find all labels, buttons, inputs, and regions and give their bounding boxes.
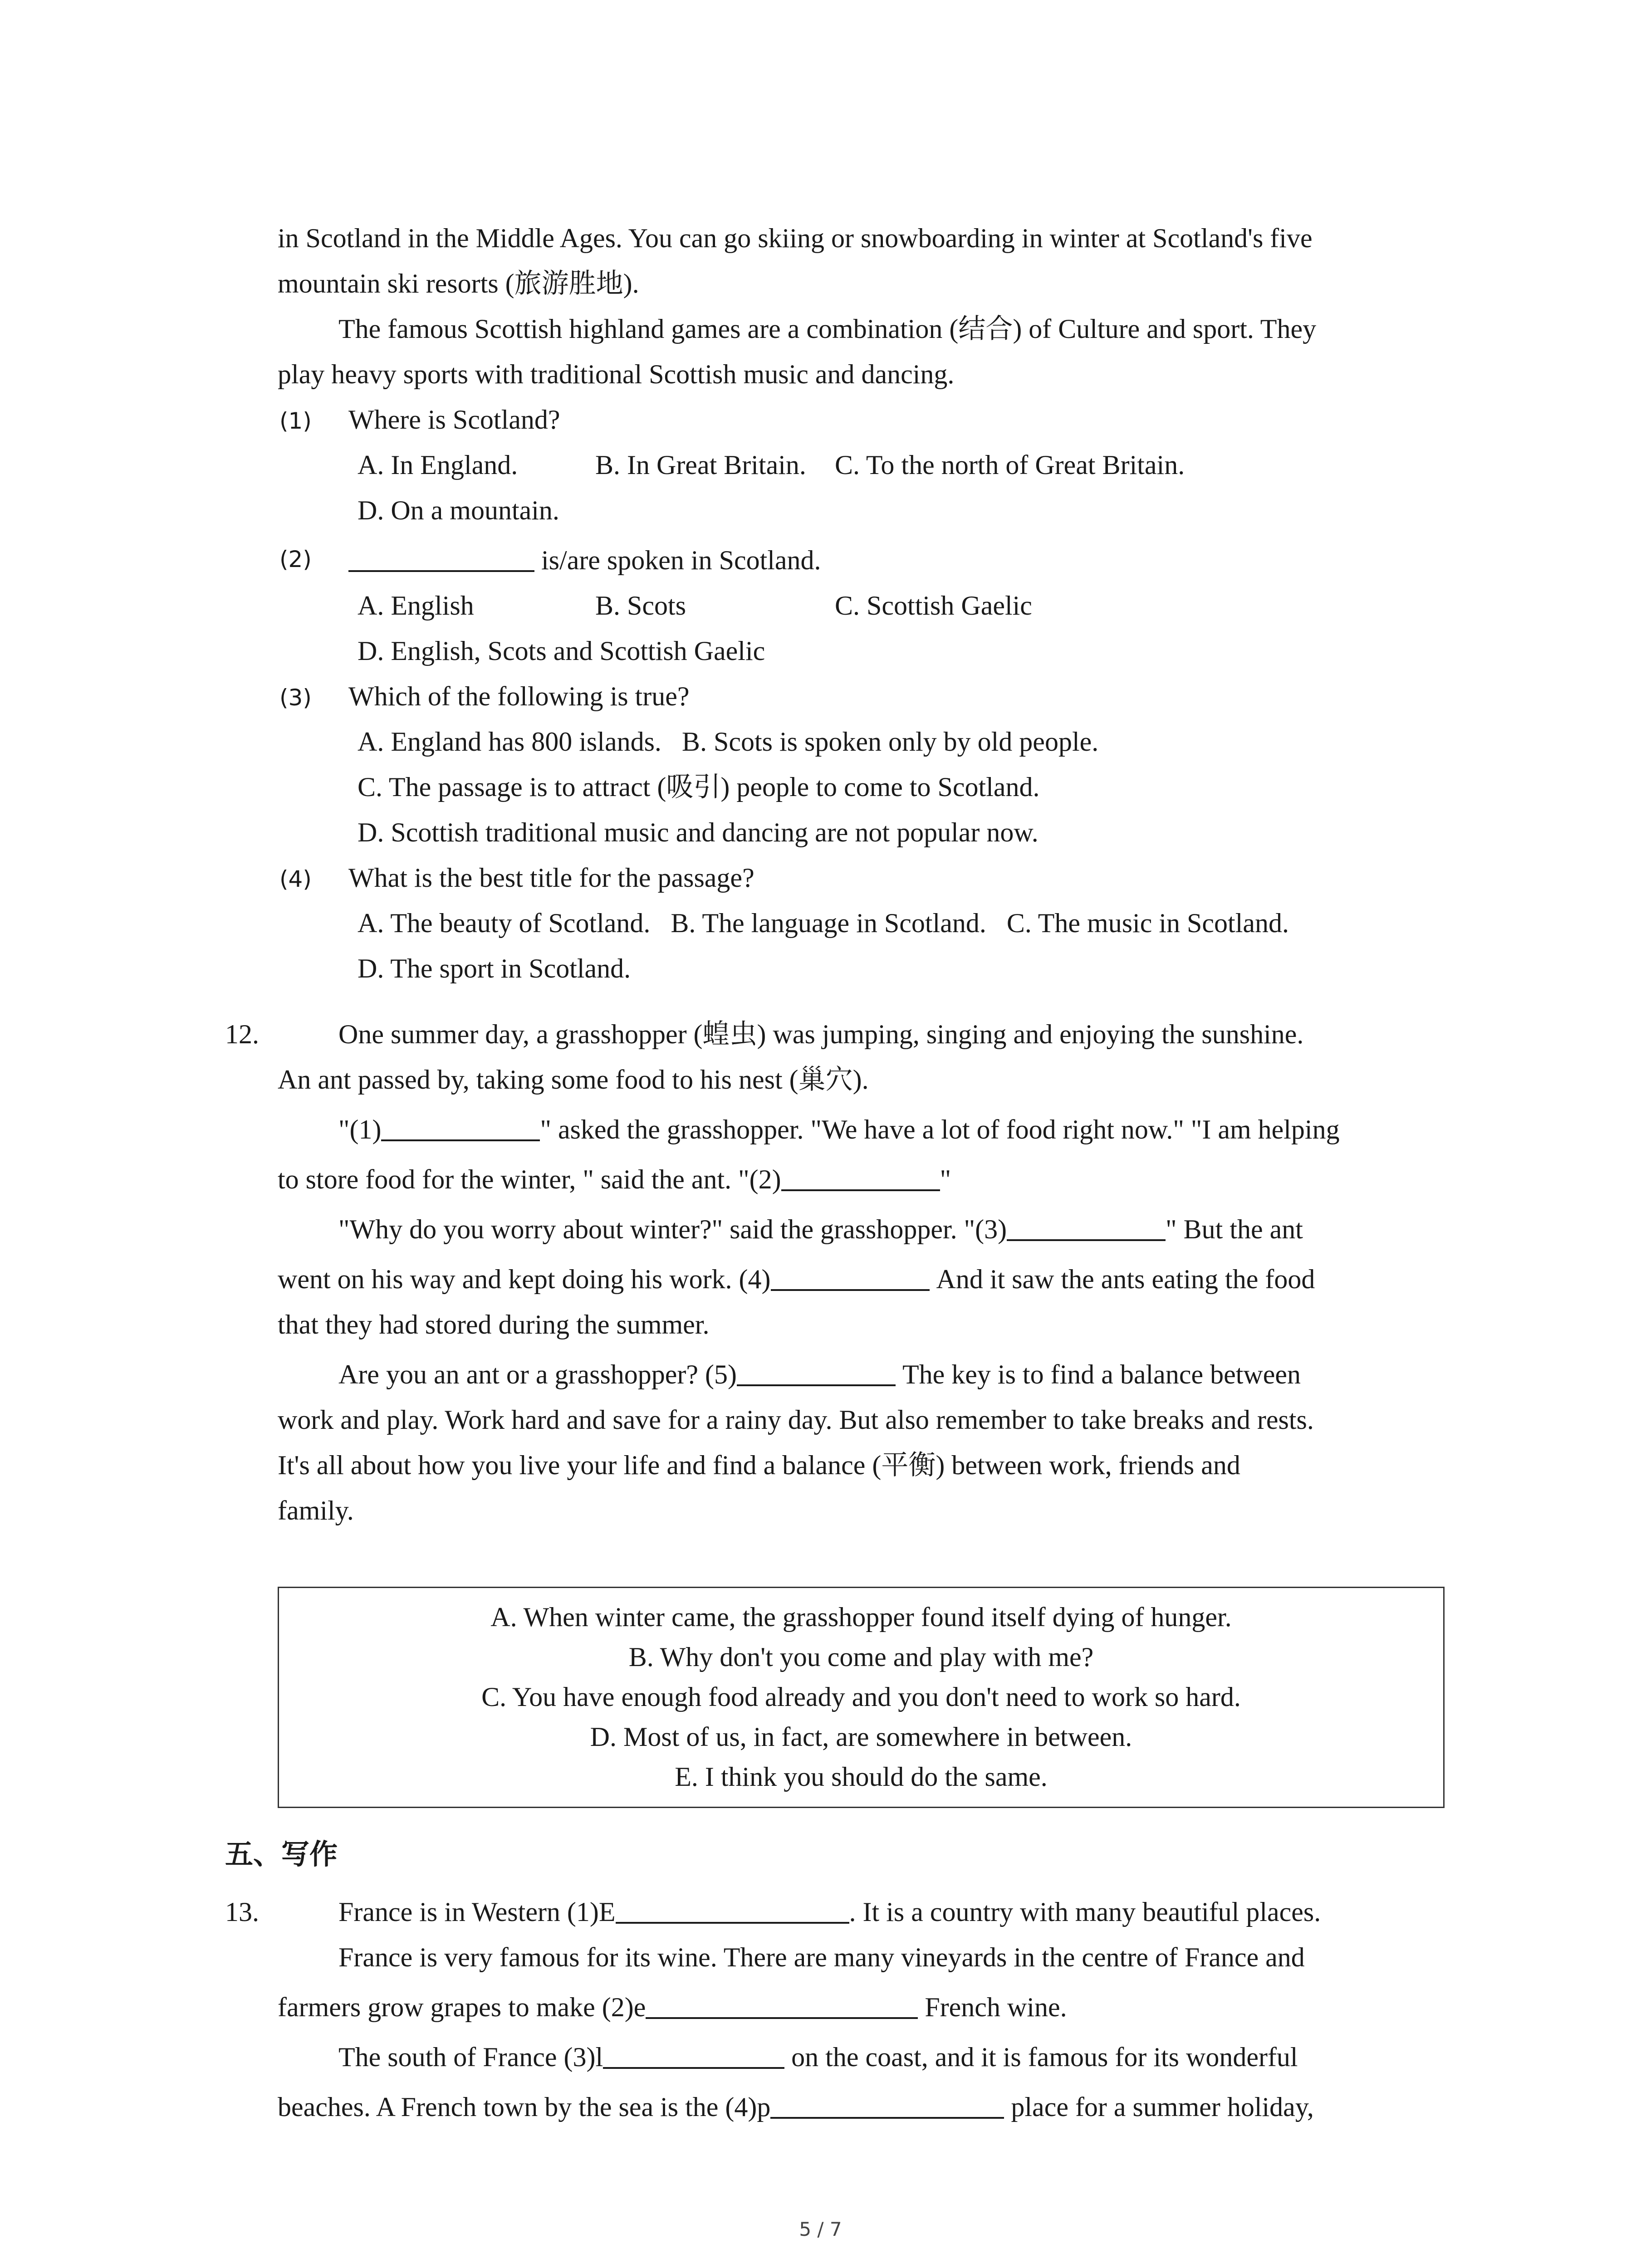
- page-number: 5 / 7: [799, 2218, 842, 2240]
- passage-line: The south of France (3)l on the coast, and it is famous for its wonderful: [338, 2034, 1298, 2080]
- box-option: A. When winter came, the grasshopper found itself dying of hunger.: [490, 1602, 1232, 1632]
- passage-line: work and play. Work hard and save for a rainy day. But also remember to take breaks and rests.: [278, 1405, 1314, 1435]
- answer-blank-3[interactable]: [603, 2039, 784, 2069]
- question-number: 12.: [225, 1019, 259, 1049]
- option: D. The sport in Scotland.: [358, 953, 631, 983]
- passage-line: Are you an ant or a grasshopper? (5) The key is to find a balance between: [338, 1352, 1301, 1397]
- passage-line: beaches. A French town by the sea is the (4)p place for a summer holiday,: [278, 2084, 1314, 2130]
- passage-line: in Scotland in the Middle Ages. You can go skiing or snowboarding in winter at Scotland's five: [278, 223, 1313, 253]
- answer-blank-4[interactable]: [771, 1261, 930, 1291]
- question-number: (3): [279, 684, 312, 711]
- passage-line: "(1) " asked the grasshopper. "We have a lot of food right now." "I am helping: [338, 1107, 1340, 1152]
- answer-blank-1[interactable]: [616, 1894, 849, 1924]
- box-option: C. You have enough food already and you don't need to work so hard.: [481, 1682, 1241, 1712]
- answer-blank-5[interactable]: [737, 1356, 896, 1386]
- answer-blank-2[interactable]: [646, 1989, 918, 2019]
- question-item: [279, 674, 312, 720]
- options-box: [278, 1587, 1445, 1808]
- passage-line: France is in Western (1)E . It is a country with many beautiful places.: [338, 1889, 1321, 1935]
- question-number: (2): [279, 546, 312, 572]
- passage-line: that they had stored during the summer.: [278, 1310, 710, 1339]
- passage-line: "Why do you worry about winter?" said the grasshopper. "(3) " But the ant: [338, 1207, 1303, 1252]
- passage-line: France is very famous for its wine. There are many vineyards in the centre of France and: [338, 1942, 1305, 1972]
- option: A. The beauty of Scotland. B. The language in Scotland. C. The music in Scotland.: [358, 908, 1289, 938]
- question-item: [279, 855, 312, 902]
- option: A. England has 800 islands. B. Scots is spoken only by old people.: [358, 727, 1099, 757]
- question-number: (4): [279, 866, 312, 892]
- passage-line: One summer day, a grasshopper (蝗虫) was jumping, singing and enjoying the sunshine.: [338, 1019, 1304, 1049]
- option: D. Scottish traditional music and dancing are not popular now.: [358, 817, 1038, 847]
- question-stem: What is the best title for the passage?: [348, 863, 754, 893]
- answer-blank-1[interactable]: [381, 1111, 540, 1141]
- answer-blank[interactable]: [348, 542, 534, 572]
- question-stem: Which of the following is true?: [348, 681, 690, 711]
- passage-line: family.: [278, 1496, 354, 1525]
- answer-blank-3[interactable]: [1007, 1211, 1166, 1241]
- option: D. On a mountain.: [358, 495, 559, 525]
- answer-blank-4[interactable]: [770, 2089, 1004, 2119]
- section-heading: 五、写作: [225, 1838, 338, 1871]
- passage-line: It's all about how you live your life and find a balance (平衡) between work, friends and: [278, 1450, 1240, 1480]
- option: D. English, Scots and Scottish Gaelic: [358, 636, 765, 666]
- option: A. In England.: [358, 450, 518, 480]
- question-item: [279, 397, 312, 444]
- box-option: E. I think you should do the same.: [675, 1762, 1048, 1792]
- box-option: B. Why don't you come and play with me?: [628, 1642, 1094, 1672]
- passage-line: mountain ski resorts (旅游胜地).: [278, 269, 639, 298]
- question-number: 13.: [225, 1897, 259, 1927]
- question-stem: Where is Scotland?: [348, 405, 560, 435]
- passage-line: farmers grow grapes to make (2)e French wine.: [278, 1984, 1067, 2030]
- answer-blank-2[interactable]: [781, 1161, 940, 1191]
- passage-line: play heavy sports with traditional Scottish music and dancing.: [278, 359, 955, 389]
- option: C. To the north of Great Britain.: [835, 450, 1185, 480]
- passage-line: went on his way and kept doing his work. (4) And it saw the ants eating the food: [278, 1256, 1315, 1302]
- box-option: D. Most of us, in fact, are somewhere in between.: [590, 1722, 1132, 1752]
- option: A. English: [358, 591, 474, 621]
- passage-line: An ant passed by, taking some food to his nest (巢穴).: [278, 1065, 869, 1095]
- option: C. Scottish Gaelic: [835, 591, 1032, 621]
- question-item: [279, 535, 312, 582]
- passage-line: The famous Scottish highland games are a combination (结合) of Culture and sport. They: [338, 314, 1317, 344]
- question-stem: is/are spoken in Scotland.: [348, 538, 821, 583]
- question-number: (1): [279, 408, 312, 434]
- option: B. Scots: [595, 591, 686, 621]
- option: B. In Great Britain.: [595, 450, 806, 480]
- option: C. The passage is to attract (吸引) people to come to Scotland.: [358, 772, 1040, 802]
- passage-line: to store food for the winter, " said the ant. "(2) ": [278, 1157, 951, 1202]
